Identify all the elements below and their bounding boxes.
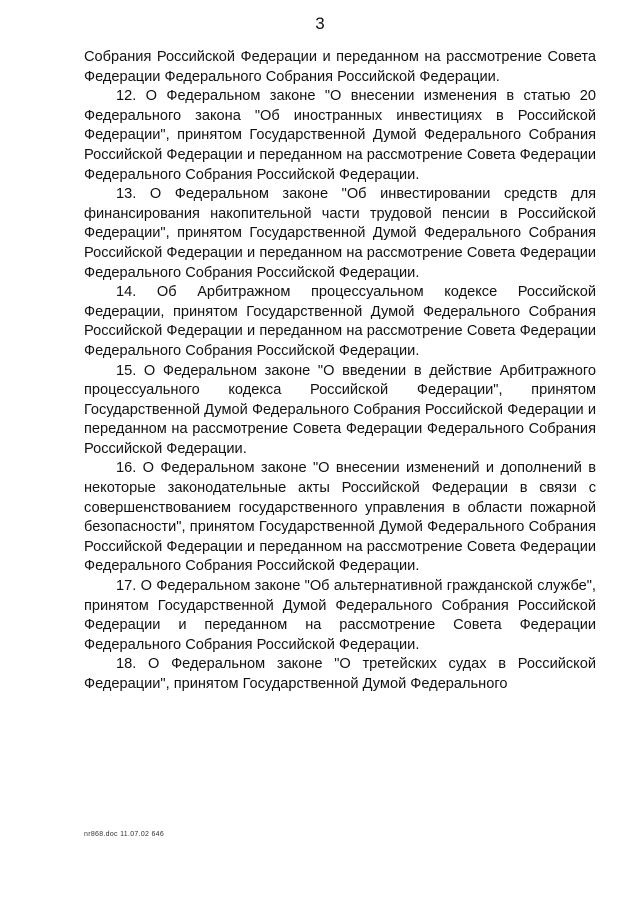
agenda-item-14: 14. Об Арбитражном процессуальном кодексе Российской Федерации, принятом Государственной Думой Федерального Собрания Российской Федерации и переданном на рассмотрение Совета Федерации Федерального Собрания Российской Федерации. <box>84 284 596 359</box>
agenda-item-18: 18. О Федеральном законе "О третейских судах в Российской Федерации", принятом Государственной Думой Федерального <box>84 656 596 692</box>
agenda-item-15: 15. О Федеральном законе "О введении в действие Арбитражного процессуального кодекса Российской Федерации", принятом Государственной Думой Федерального Собрания Российской Федерации и переданном на рассмотрение Совета Федерации Федерального Собрания Российской Федерации. <box>84 362 596 457</box>
paragraph-continuation: Собрания Российской Федерации и переданном на рассмотрение Совета Федерации Федерального Собрания Российской Федерации. <box>84 49 596 85</box>
agenda-item-16: 16. О Федеральном законе "О внесении изменений и дополнений в некоторые законодательные акты Российской Федерации в связи с совершенствованием государственного управления в области пожарной безопасности", принятом Государственной Думой Федерального Собрания Российской Федерации и переданном на рассмотрение Совета Федерации Федерального Собрания Российской Федерации. <box>84 460 596 575</box>
document-body <box>84 48 596 695</box>
agenda-item-12: 12. О Федеральном законе "О внесении изменения в статью 20 Федерального закона "Об иностранных инвестициях в Российской Федерации", принятом Государственной Думой Федерального Собрания Российской Федерации и переданном на рассмотрение Совета Федерации Федерального Собрания Российской Федерации. <box>84 88 596 183</box>
agenda-item-13: 13. О Федеральном законе "Об инвестировании средств для финансирования накопительной части трудовой пенсии в Российской Федерации", принятом Государственной Думой Федерального Собрания Российской Федерации и переданном на рассмотрение Совета Федерации Федерального Собрания Российской Федерации. <box>84 186 596 281</box>
footer-document-code: nr868.doc 11.07.02 646 <box>84 831 165 838</box>
agenda-item-17: 17. О Федеральном законе "Об альтернативной гражданской службе", принятом Государственной Думой Федерального Собрания Российской Федерации и переданном на рассмотрение Совета Федерации Федерального Собрания Российской Федерации. <box>84 578 596 653</box>
page-number: 3 <box>315 14 325 33</box>
